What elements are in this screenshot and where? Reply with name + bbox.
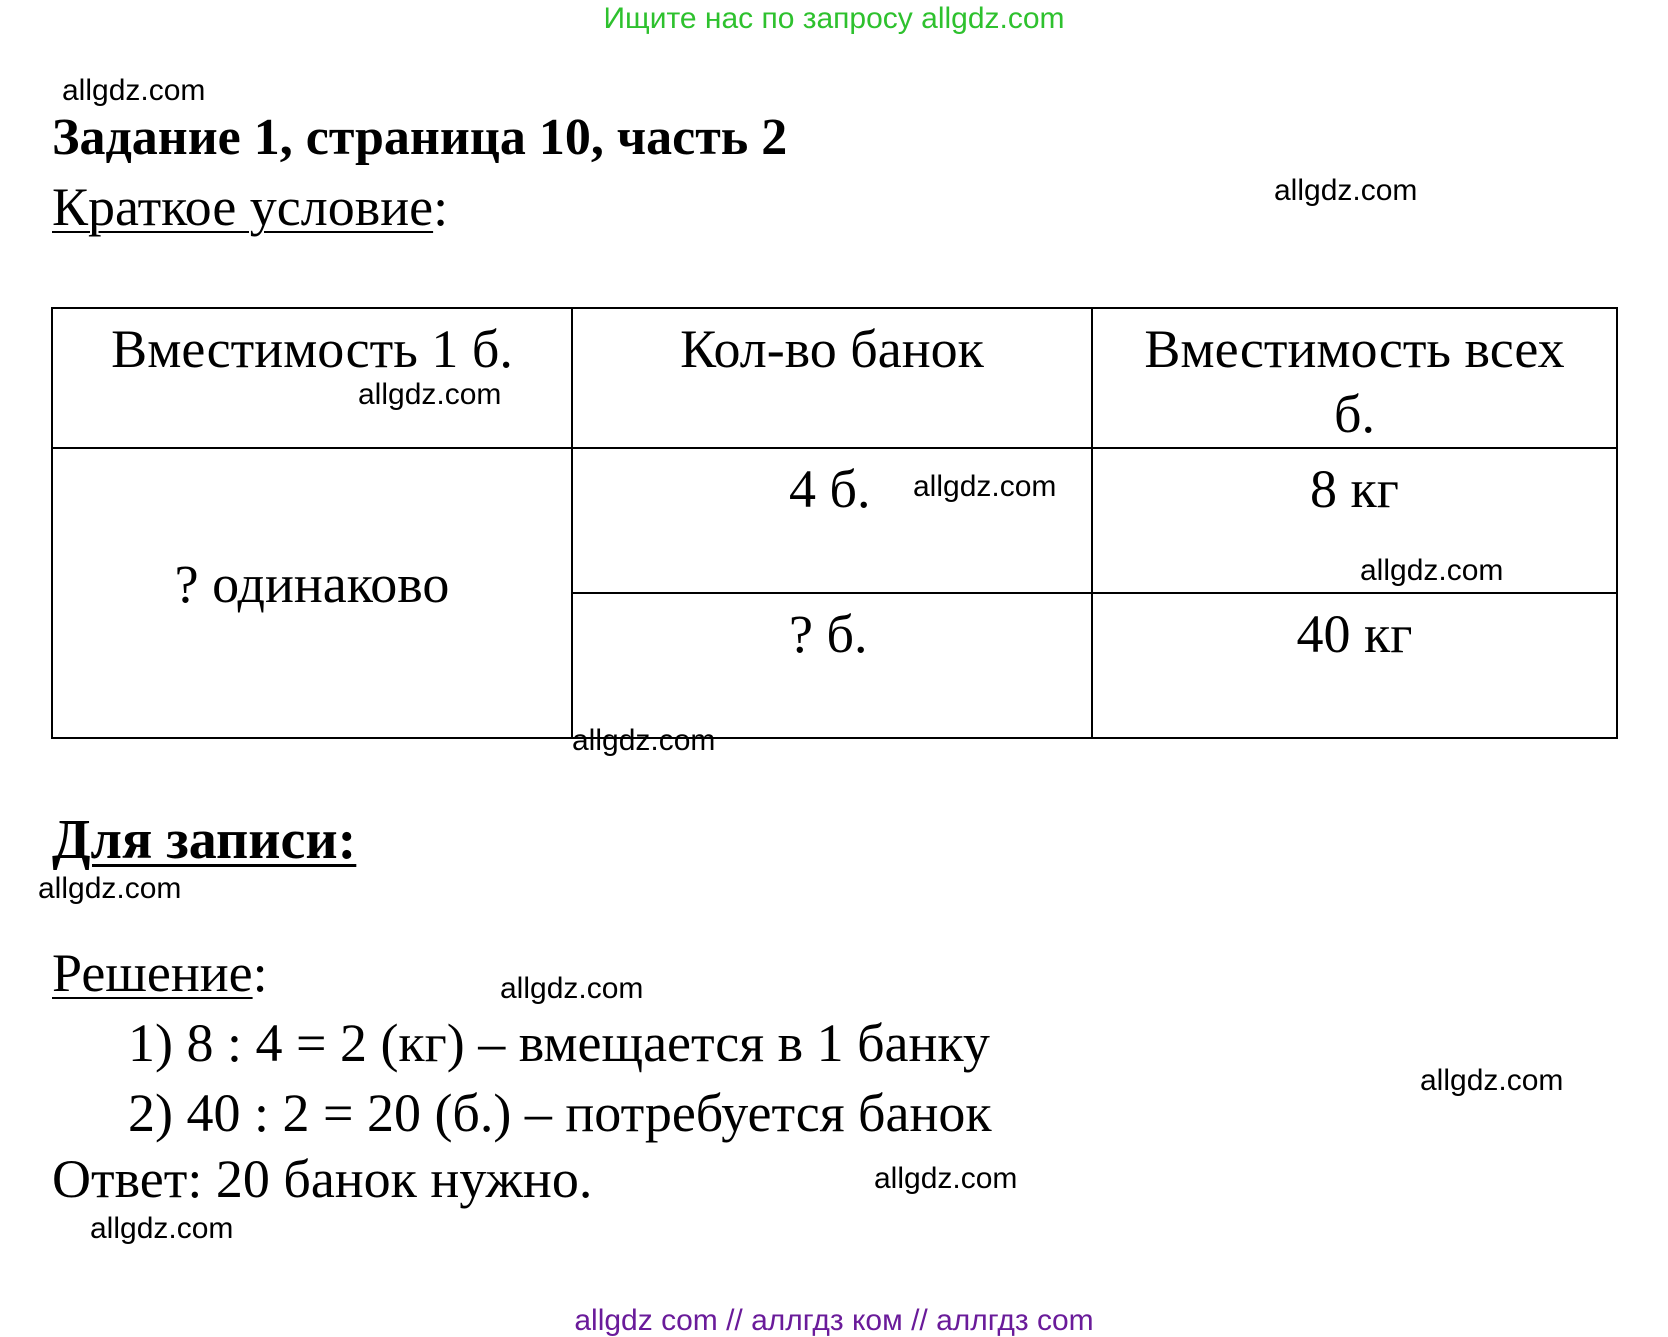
condition-label: Краткое условие [52, 177, 434, 237]
watermark: allgdz.com [913, 470, 1057, 503]
watermark: allgdz.com [38, 872, 182, 905]
footer-links: allgdz com // аллгдз ком // аллгдз com [574, 1304, 1094, 1337]
watermark: allgdz.com [358, 378, 502, 411]
solution-heading [52, 943, 268, 1003]
count-cell: ? б. [572, 593, 1092, 738]
watermark: allgdz.com [572, 724, 716, 757]
condition-colon: : [433, 177, 449, 237]
solution-step: 1) 8 : 4 = 2 (кг) – вмещается в 1 банку [128, 1013, 990, 1073]
solution-colon: : [252, 943, 268, 1003]
header-cell-jar-count: Кол-во банок [572, 308, 1092, 448]
table-header-row [52, 308, 1617, 448]
watermark: allgdz.com [500, 972, 644, 1005]
condition-table [51, 307, 1618, 739]
count-cell: 4 б. [572, 448, 1092, 593]
total-cell: 40 кг [1092, 593, 1617, 738]
watermark: allgdz.com [1420, 1064, 1564, 1097]
record-heading: Для записи: [52, 809, 357, 871]
answer: Ответ: 20 банок нужно. [52, 1149, 593, 1209]
solution-label: Решение [52, 943, 253, 1003]
page-title: Задание 1, страница 10, часть 2 [52, 109, 788, 166]
watermark: allgdz.com [1360, 554, 1504, 587]
watermark: allgdz.com [874, 1162, 1018, 1195]
header-cell-capacity-one: Вместимость 1 б. [52, 308, 572, 448]
capacity-one-cell: ? одинаково [52, 448, 572, 738]
watermark: allgdz.com [62, 74, 206, 107]
header-cell-capacity-all: Вместимость всех б. [1092, 308, 1617, 448]
watermark: allgdz.com [90, 1212, 234, 1245]
top-banner: Ищите нас по запросу allgdz.com [603, 2, 1065, 35]
total-cell: 8 кг [1092, 448, 1617, 593]
solution-step: 2) 40 : 2 = 20 (б.) – потребуется банок [128, 1083, 992, 1143]
condition-heading [52, 177, 449, 237]
watermark: allgdz.com [1274, 174, 1418, 207]
